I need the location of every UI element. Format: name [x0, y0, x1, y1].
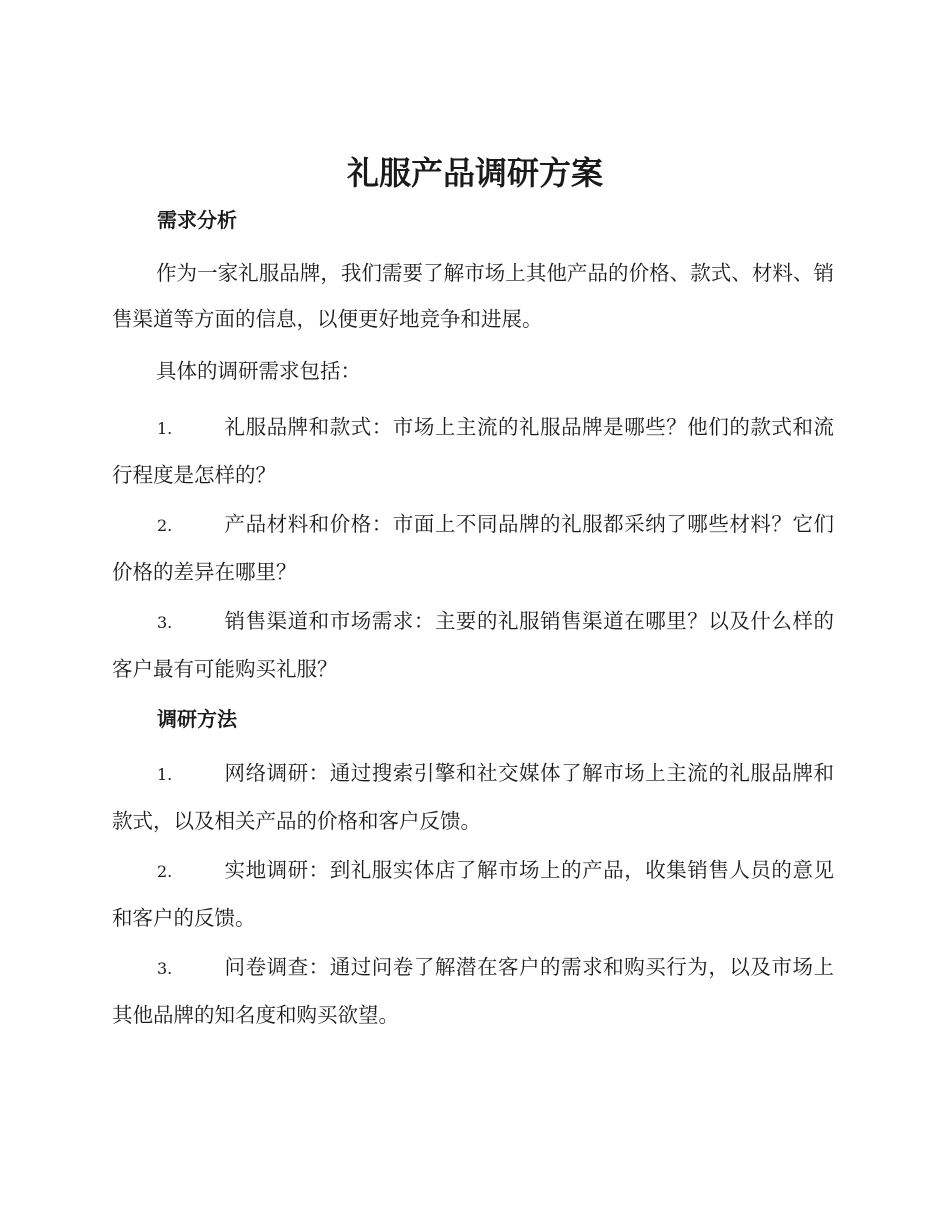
list-item-text: 问卷调查：通过问卷了解潜在客户的需求和购买行为，以及市场上其他品牌的知名度和购买欲望。 [112, 955, 834, 1027]
list-item [112, 847, 834, 941]
list-item-number: 1. [157, 765, 173, 784]
list-item-text: 礼服品牌和款式：市场上主流的礼服品牌是哪些？他们的款式和流行程度是怎样的？ [112, 415, 834, 487]
list-item [112, 750, 834, 844]
paragraph-needs-lead: 具体的调研需求包括： [156, 359, 361, 383]
list-item-text: 实地调研：到礼服实体店了解市场上的产品，收集销售人员的意见和客户的反馈。 [112, 858, 834, 930]
paragraph-intro: 作为一家礼服品牌，我们需要了解市场上其他产品的价格、款式、材料、销售渠道等方面的信息，以便更好地竞争和进展。 [112, 261, 834, 331]
document-title: 礼服产品调研方案 [346, 154, 603, 192]
list-item-number: 1. [157, 419, 173, 438]
list-item-number: 2. [157, 862, 173, 881]
list-item-number: 3. [157, 613, 173, 632]
section-heading-methods: 调研方法 [157, 707, 237, 731]
list-item [112, 944, 834, 1038]
list-item-text: 网络调研：通过搜索引擎和社交媒体了解市场上主流的礼服品牌和款式，以及相关产品的价格和客户反馈。 [112, 761, 834, 833]
list-item [112, 598, 834, 692]
list-item-text: 销售渠道和市场需求：主要的礼服销售渠道在哪里？以及什么样的客户最有可能购买礼服？ [112, 609, 834, 681]
list-item-text: 产品材料和价格：市面上不同品牌的礼服都采纳了哪些材料？它们价格的差异在哪里？ [112, 512, 834, 584]
list-item [112, 501, 834, 595]
section-heading-needs: 需求分析 [157, 208, 237, 232]
list-item-number: 3. [157, 959, 173, 978]
list-item-number: 2. [157, 516, 173, 535]
list-item [112, 404, 834, 498]
